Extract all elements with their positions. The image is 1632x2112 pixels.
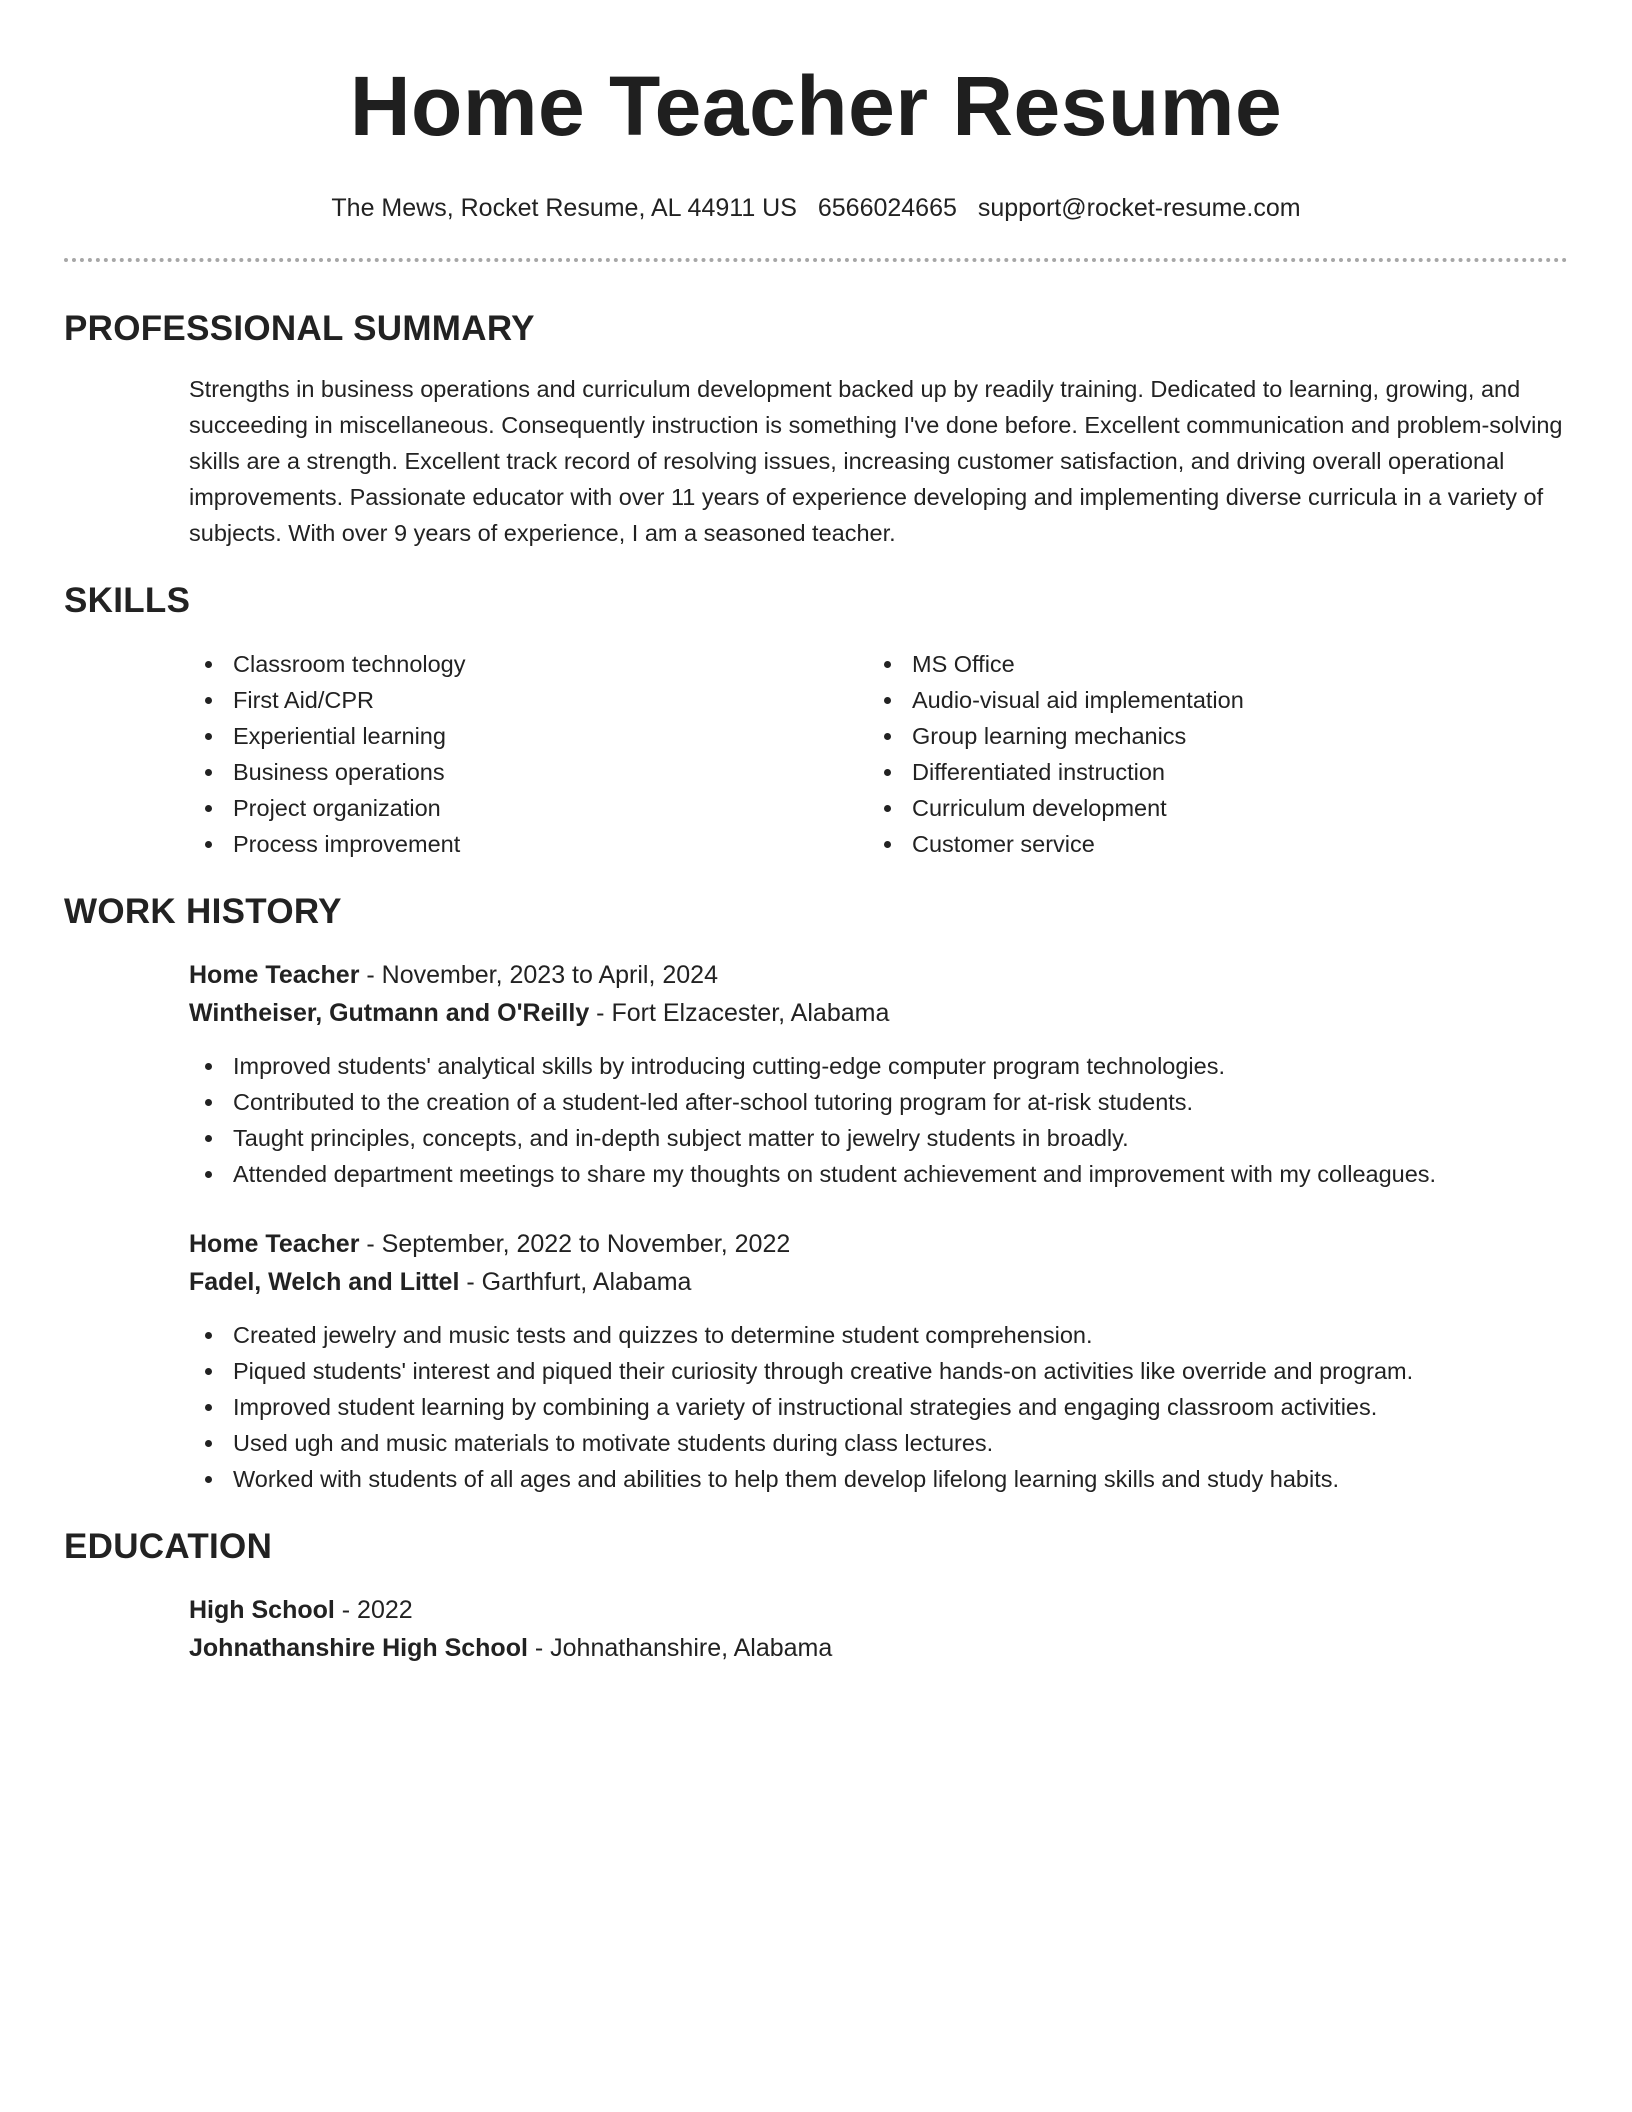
duty-item: Improved student learning by combining a variety of instructional strategies and engaging classroom activities. — [189, 1389, 1568, 1425]
job-company: Wintheiser, Gutmann and O'Reilly — [189, 999, 590, 1027]
skill-item: First Aid/CPR — [189, 682, 868, 718]
duty-item: Contributed to the creation of a student-led after-school tutoring program for at-risk students. — [189, 1084, 1568, 1120]
job-duties — [189, 1317, 1568, 1497]
skill-item: Customer service — [868, 826, 1547, 862]
skill-item: Audio-visual aid implementation — [868, 682, 1547, 718]
summary-heading: PROFESSIONAL SUMMARY — [64, 309, 535, 348]
resume-title: Home Teacher Resume — [349, 59, 1283, 153]
skill-item: Classroom technology — [189, 646, 868, 682]
job-company-line — [189, 1263, 1568, 1301]
job-title: Home Teacher — [189, 1230, 360, 1258]
skills-column-left — [189, 646, 868, 862]
contact-phone: 6566024665 — [817, 194, 957, 222]
header-divider — [64, 258, 1568, 262]
duty-item: Piqued students' interest and piqued their curiosity through creative hands-on activities like override and program. — [189, 1353, 1568, 1389]
skill-item: Business operations — [189, 754, 868, 790]
skills-heading: SKILLS — [64, 581, 191, 620]
skill-item: Process improvement — [189, 826, 868, 862]
skill-item: MS Office — [868, 646, 1547, 682]
job-entry — [64, 1225, 1568, 1497]
education-degree: High School — [189, 1596, 335, 1624]
skill-item: Differentiated instruction — [868, 754, 1547, 790]
duty-item: Worked with students of all ages and abilities to help them develop lifelong learning skills and study habits. — [189, 1461, 1568, 1497]
duty-item: Created jewelry and music tests and quizzes to determine student comprehension. — [189, 1317, 1568, 1353]
job-location: - Fort Elzacester, Alabama — [589, 999, 890, 1027]
job-title-line — [189, 956, 1568, 994]
skill-item: Group learning mechanics — [868, 718, 1547, 754]
education-school: Johnathanshire High School — [189, 1634, 528, 1662]
skills-list — [64, 646, 1568, 862]
education-year: - 2022 — [334, 1596, 413, 1624]
duty-item: Attended department meetings to share my thoughts on student achievement and improvement with my colleagues. — [189, 1156, 1568, 1192]
job-company-line — [189, 994, 1568, 1032]
skills-column-right — [868, 646, 1547, 862]
job-title: Home Teacher — [189, 961, 360, 989]
job-location: - Garthfurt, Alabama — [459, 1268, 692, 1296]
contact-line — [64, 192, 1568, 224]
duty-item: Used ugh and music materials to motivate students during class lectures. — [189, 1425, 1568, 1461]
education-location: - Johnathanshire, Alabama — [527, 1634, 833, 1662]
skill-item: Project organization — [189, 790, 868, 826]
education-entry — [64, 1591, 1568, 1667]
duty-item: Improved students' analytical skills by introducing cutting-edge computer program technologies. — [189, 1048, 1568, 1084]
education-heading: EDUCATION — [64, 1527, 273, 1566]
job-title-line — [189, 1225, 1568, 1263]
job-dates: - November, 2023 to April, 2024 — [359, 961, 718, 989]
skill-item: Curriculum development — [868, 790, 1547, 826]
education-school-line — [189, 1629, 1568, 1667]
skill-item: Experiential learning — [189, 718, 868, 754]
job-entry — [64, 956, 1568, 1192]
work-history-heading: WORK HISTORY — [64, 892, 342, 931]
education-degree-line — [189, 1591, 1568, 1629]
contact-email: support@rocket-resume.com — [977, 194, 1301, 222]
job-duties — [189, 1048, 1568, 1192]
contact-address: The Mews, Rocket Resume, AL 44911 US — [331, 194, 797, 222]
summary-text: Strengths in business operations and curriculum development backed up by readily training. Dedicated to learning, growing, and succeeding in miscellaneous. Consequently instruction is something I've done before. Excellent communication and problem-solving skills are a strength. Excellent track record of resolving issues, increasing customer satisfaction, and driving overall operational improvements. Passionate educator with over 11 years of experience developing and implementing diverse curricula in a variety of subjects. With over 9 years of experience, I am a seasoned teacher. — [189, 376, 1563, 546]
duty-item: Taught principles, concepts, and in-depth subject matter to jewelry students in broadly. — [189, 1120, 1568, 1156]
job-company: Fadel, Welch and Littel — [189, 1268, 460, 1296]
job-dates: - September, 2022 to November, 2022 — [359, 1230, 791, 1258]
